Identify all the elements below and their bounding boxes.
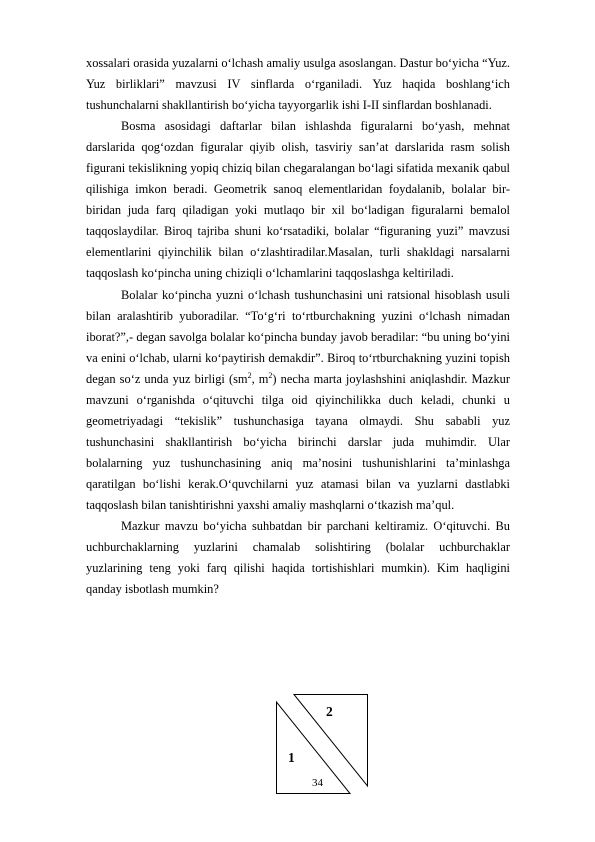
paragraph-3-part-c: ) necha marta joylashshini aniqlashdir. Mazkur mavzuni o‘rganishda o‘qituvchi tilga oid qiyinchilikka duch keladi, chunki u geometriyadagi “tekislik” tushunchasiga tayana olmaydi. Shu sababli yuz tushunchasini shakllantirish bo‘yicha birinchi darslar juda muhimdir. Ular bolalarning yuz tushunchasining aniq ma’nosini tushunishlarini ta’minlashga qaratilgan bo‘lishi kerak.O‘quvchilarni yuz atamasi bilan va yuzlarni dastlabki taqqoslash bilan tanishtirishni yaxshi amaliy mashqlarni o‘tkazish ma’qul.	[86, 371, 510, 512]
body-text	[86, 53, 510, 600]
paragraph-2: Bosma asosidagi daftarlar bilan ishlashda figuralarni bo‘yash, mehnat darslarida qog‘ozdan figuralar qiyib olish, tasviriy san’at darslarida rasm solish figurani tekislikning yopiq chiziq bilan chegaralangan bo‘lagi sifatida mexanik qabul qilishiga imkon beradi. Geometrik sanoq elementlaridan foydalanib, bolalar bir-biridan juda farq qiladigan yoki mutlaqo bir xil bo‘ladigan figuralarni bemalol taqqoslaydilar. Biroq tajriba shuni ko‘rsatadiki, bolalar “figuraning yuzi” mavzusi elementlarini qiyinchilik bilan o‘zlashtiradilar.Masalan, turli shakldagi narsalarni taqqoslash ko‘pincha uning chiziqli o‘lchamlarini taqqoslashga keltiriladi.	[86, 119, 510, 281]
paragraph-3-part-a: Bolalar ko‘pincha yuzni o‘lchash tushunchasini uni ratsional hisoblash usuli bilan aralashtirib yuboradilar. “To‘g‘ri to‘rtburchakning yuzini o‘lchash nimadan iborat?”,- degan savolga bolalar ko‘pincha bunday javob beradilar: “bu uning bo‘yini va enini o‘lchab, ularni ko‘paytirish demakdir”. Biroq to‘rtburchakning yuzini topish degan so‘z unda yuz birligi (sm	[86, 287, 510, 386]
superscript-square-2: 2	[268, 370, 273, 380]
superscript-square-1: 2	[247, 370, 252, 380]
page-number: 34	[312, 777, 323, 789]
triangles-figure	[276, 694, 372, 794]
triangle-2-label: 2	[326, 704, 333, 719]
triangle-1-label: 1	[288, 750, 295, 765]
paragraph-4: Mazkur mavzu bo‘yicha suhbatdan bir parchani keltiramiz. O‘qituvchi. Bu uchburchaklarning yuzlarini chamalab solishtiring (bolalar uchburchaklar yuzlarining teng yoki farq qilishi haqida tortishishlari mumkin). Kim haqligini qanday isbotlash mumkin?	[86, 519, 510, 597]
triangles-drawing	[276, 694, 372, 794]
paragraph-1: xossalari orasida yuzalarni o‘lchash amaliy usulga asoslangan. Dastur bo‘yicha “Yuz. Yuz birliklari” mavzusi IV sinflarda o‘rganiladi. Yuz haqida boshlang‘ich tushunchalarni shakllantirish bo‘yicha tayyorgarlik ishi I-II sinflardan boshlanadi.	[86, 56, 510, 113]
paragraph-3-part-b: , m	[251, 371, 269, 386]
paragraph-3	[86, 285, 510, 517]
